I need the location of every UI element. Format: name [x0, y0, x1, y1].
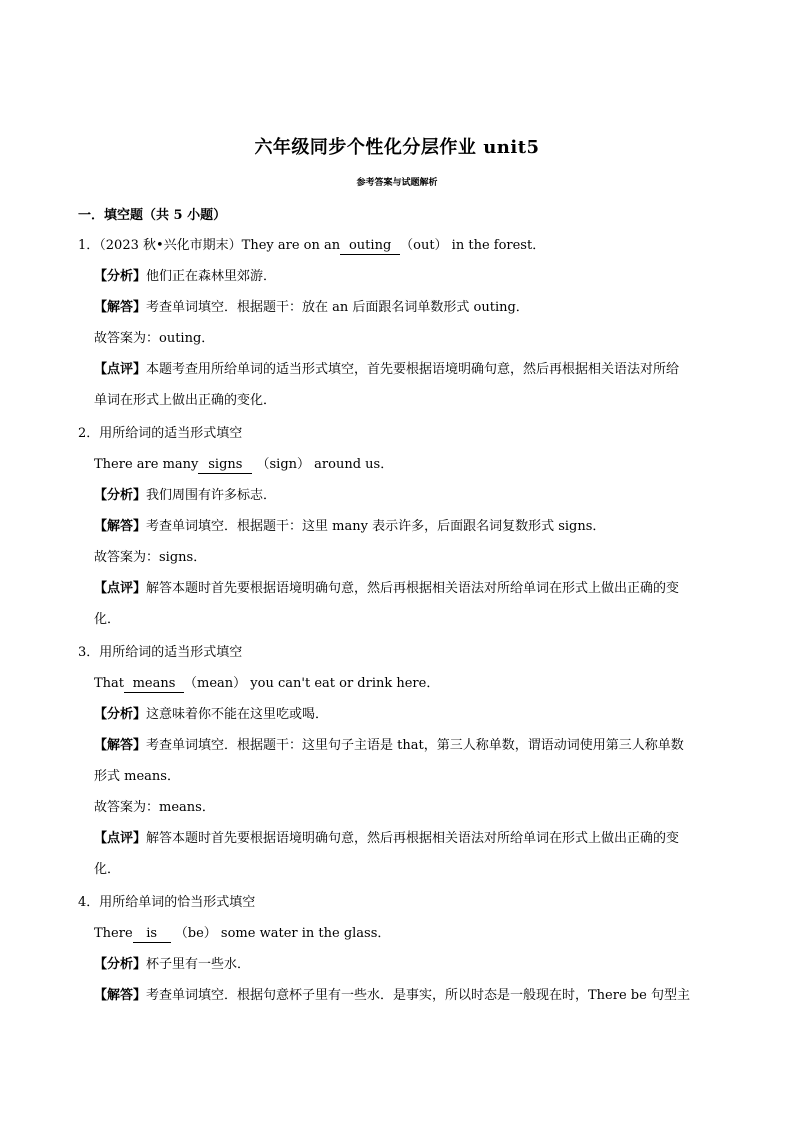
- analysis-text: 我们周围有许多标志．: [146, 488, 277, 503]
- answer-tag: 【解答】: [94, 519, 147, 534]
- q3-sentence: [94, 674, 734, 694]
- question-text-pre: That: [94, 676, 125, 691]
- analysis-tag: 【分析】: [94, 488, 147, 503]
- comment-text: 本题考查用所给单词的适当形式填空，首先要根据语境明确句意，然后再根据相关语法对所给: [146, 362, 680, 377]
- q3-comment: [94, 829, 734, 849]
- answer-tag: 【解答】: [94, 738, 147, 753]
- q2-answer: [94, 517, 734, 537]
- answer-blank: signs: [198, 457, 252, 474]
- comment-tag: 【点评】: [94, 831, 147, 846]
- question-number: 2．: [78, 426, 100, 441]
- question-instruction: 用所给词的适当形式填空: [99, 645, 243, 660]
- answer-tag: 【解答】: [94, 988, 147, 1003]
- question-text-pre: There are many: [94, 457, 199, 472]
- analysis-text: 杯子里有一些水．: [146, 957, 251, 972]
- comment-text: 解答本题时首先要根据语境明确句意，然后再根据相关语法对所给单词在形式上做出正确的变: [146, 581, 680, 596]
- answer-blank: outing: [340, 238, 400, 255]
- q2-sentence: [94, 455, 734, 475]
- question-4: [78, 893, 734, 913]
- answer-blank: is: [133, 926, 171, 943]
- question-3: [78, 643, 734, 663]
- comment-tag: 【点评】: [94, 362, 147, 377]
- question-text-post: （out） in the forest．: [400, 238, 546, 253]
- question-text-pre: （2023 秋•兴化市期末）They are on an: [99, 238, 341, 253]
- q1-answer: [94, 298, 734, 318]
- q2-comment-cont: 化．: [94, 612, 121, 627]
- question-text-post: （be） some water in the glass．: [170, 926, 391, 941]
- q1-comment-cont: 单词在形式上做出正确的变化．: [94, 393, 277, 408]
- q2-analysis: [94, 486, 734, 506]
- q4-analysis: [94, 955, 734, 975]
- comment-tag: 【点评】: [94, 581, 147, 596]
- answer-text: 考查单词填空．根据题干：这里句子主语是 that，第三人称单数，谓语动词使用第三人称单数: [146, 738, 684, 753]
- answer-text: 考查单词填空．根据句意杯子里有一些水．是事实，所以时态是一般现在时，There be 句型主: [146, 988, 690, 1003]
- document-title: 六年级同步个性化分层作业 unit5: [254, 137, 540, 158]
- question-2: [78, 424, 734, 444]
- answer-tag: 【解答】: [94, 300, 147, 315]
- question-number: 3．: [78, 645, 100, 660]
- question-text-pre: There: [94, 926, 133, 941]
- document-subtitle: 参考答案与试题解析: [356, 178, 438, 188]
- q3-answer: [94, 736, 734, 756]
- question-instruction: 用所给单词的恰当形式填空: [99, 895, 256, 910]
- question-number: 1．: [78, 238, 100, 253]
- answer-text: 考查单词填空．根据题干：这里 many 表示许多，后面跟名词复数形式 signs．: [146, 519, 606, 534]
- analysis-tag: 【分析】: [94, 707, 147, 722]
- q4-answer: [94, 986, 734, 1006]
- question-instruction: 用所给词的适当形式填空: [99, 426, 243, 441]
- analysis-text: 这意味着你不能在这里吃或喝．: [146, 707, 329, 722]
- q1-final: 故答案为：outing．: [94, 331, 215, 346]
- q1-analysis: [94, 267, 734, 287]
- q3-comment-cont: 化．: [94, 862, 121, 877]
- q3-final: 故答案为：means．: [94, 800, 215, 815]
- analysis-tag: 【分析】: [94, 269, 147, 284]
- question-text-post: （sign） around us．: [252, 457, 394, 472]
- q2-comment: [94, 579, 734, 599]
- question-text-post: （mean） you can't eat or drink here．: [184, 676, 440, 691]
- question-1: [78, 236, 734, 256]
- section-heading: 一．填空题（共 5 小题）: [78, 208, 227, 223]
- q1-comment: [94, 360, 734, 380]
- answer-text: 考查单词填空．根据题干：放在 an 后面跟名词单数形式 outing．: [146, 300, 529, 315]
- q3-answer-cont: 形式 means．: [94, 769, 180, 784]
- analysis-tag: 【分析】: [94, 957, 147, 972]
- q2-final: 故答案为：signs．: [94, 550, 207, 565]
- q3-analysis: [94, 705, 734, 725]
- question-number: 4．: [78, 895, 100, 910]
- answer-blank: means: [124, 676, 184, 693]
- q4-sentence: [94, 924, 734, 944]
- analysis-text: 他们正在森林里郊游．: [146, 269, 277, 284]
- comment-text: 解答本题时首先要根据语境明确句意，然后再根据相关语法对所给单词在形式上做出正确的变: [146, 831, 680, 846]
